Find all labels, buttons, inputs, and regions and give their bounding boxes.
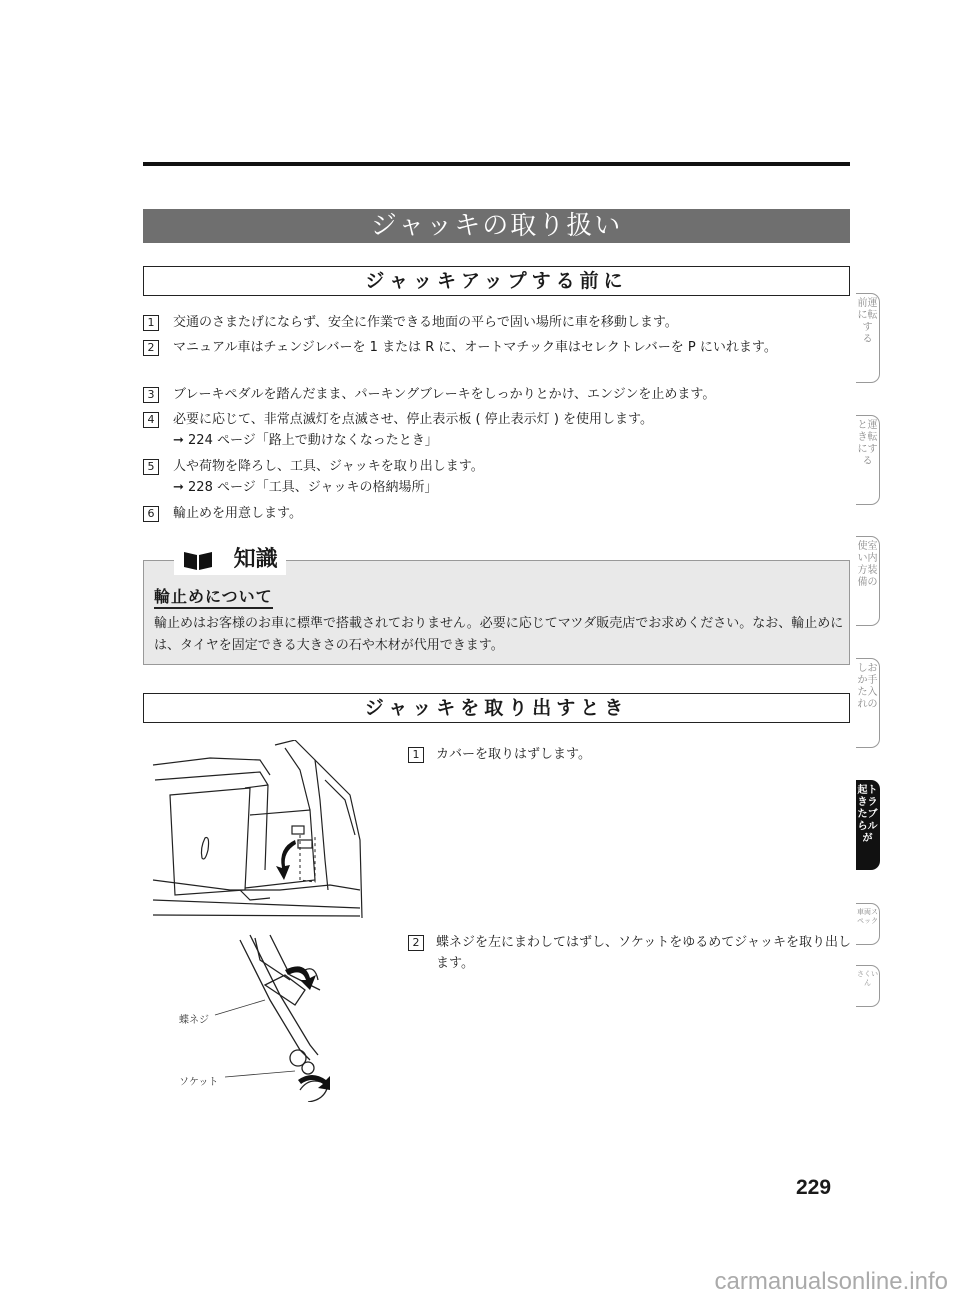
step-item — [143, 312, 858, 333]
step-item — [143, 384, 858, 405]
knowledge-header — [174, 545, 286, 575]
page-reference: ➞ 224 ページ「路上で動けなくなったとき」 — [173, 433, 438, 448]
tab-label: 使室い内方装備の — [857, 541, 878, 588]
knowledge-label: 知識 — [233, 547, 278, 572]
top-rule — [143, 162, 850, 166]
step-item — [143, 337, 858, 380]
step-number: 5 — [143, 459, 159, 475]
step-number: 4 — [143, 412, 159, 428]
tab-label: 起トきラたブらルが — [857, 785, 878, 844]
tab-label: と運き転にする — [857, 420, 878, 467]
step-text: 蝶ネジを左にまわしてはずし、ソケットをゆるめてジャッキを取り出します。 — [436, 935, 851, 971]
step-item — [143, 409, 858, 452]
book-icon — [182, 549, 214, 571]
luggage-cover-illustration — [150, 740, 365, 918]
step-item — [408, 744, 853, 765]
wing-nut-label: 蝶ネジ — [179, 1015, 209, 1026]
step-number: 3 — [143, 387, 159, 403]
step-item — [143, 503, 858, 524]
step-text: カバーを取りはずします。 — [436, 747, 591, 762]
tab-label: 車両スペック — [857, 908, 878, 925]
before-jackup-steps — [143, 312, 858, 524]
step-text: 交通のさまたげにならず、安全に作業できる地面の平らで固い場所に車を移動します。 — [173, 315, 678, 330]
knowledge-text: 輪止めはお客様のお車に標準で搭載されておりません。必要に応じてマツダ販売店でお求めください。なお、輪止めには、タイヤを固定できる大きさの石や木材が代用できます。 — [154, 616, 844, 653]
page-number: 229 — [796, 1176, 832, 1199]
footer-watermark: carmanualsonline.info — [714, 1268, 948, 1295]
tab-chapter-index[interactable] — [856, 965, 880, 1007]
take-out-step-2 — [408, 932, 853, 974]
tab-label: しおか手た入れの — [857, 663, 878, 710]
step-item — [143, 456, 858, 499]
step-number: 6 — [143, 506, 159, 522]
section-heading-before-jackup: ジャッキアップする前に — [143, 266, 850, 296]
step-text: ブレーキペダルを踏んだまま、パーキングブレーキをしっかりとかけ、エンジンを止めます。 — [173, 387, 716, 402]
step-item — [408, 932, 853, 974]
tab-chapter-driving[interactable] — [856, 415, 880, 505]
socket-label: ソケット — [179, 1077, 219, 1088]
step-number: 1 — [143, 315, 159, 331]
step-text: マニュアル車はチェンジレバーを 1 または R に、オートマチック車はセレクトレバーを P にいれます。 — [173, 340, 777, 355]
tab-chapter-driving-before[interactable] — [856, 293, 880, 383]
tab-chapter-trouble[interactable] — [856, 780, 880, 870]
step-number: 1 — [408, 747, 424, 763]
step-number: 2 — [143, 340, 159, 356]
tab-label: 前運に転す る — [857, 298, 878, 345]
page-title: ジャッキの取り扱い — [143, 209, 850, 243]
take-out-step-1 — [408, 744, 853, 765]
tab-chapter-interior[interactable] — [856, 536, 880, 626]
page-reference: ➞ 228 ページ「工具、ジャッキの格納場所」 — [173, 480, 438, 495]
knowledge-box — [143, 547, 850, 665]
section-heading-take-out: ジャッキを取り出すとき — [143, 693, 850, 723]
knowledge-title: 輪止めについて — [154, 587, 273, 609]
step-number: 2 — [408, 935, 424, 951]
step-text: 人や荷物を降ろし、工具、ジャッキを取り出します。 — [173, 459, 484, 474]
leader-lines — [195, 985, 305, 1085]
tab-chapter-care[interactable] — [856, 658, 880, 748]
tab-label: さくいん — [857, 970, 878, 987]
step-text: 輪止めを用意します。 — [173, 506, 302, 521]
step-text: 必要に応じて、非常点滅灯を点滅させ、停止表示板 ( 停止表示灯 ) を使用します。 — [173, 412, 653, 427]
tab-chapter-specs[interactable] — [856, 903, 880, 945]
